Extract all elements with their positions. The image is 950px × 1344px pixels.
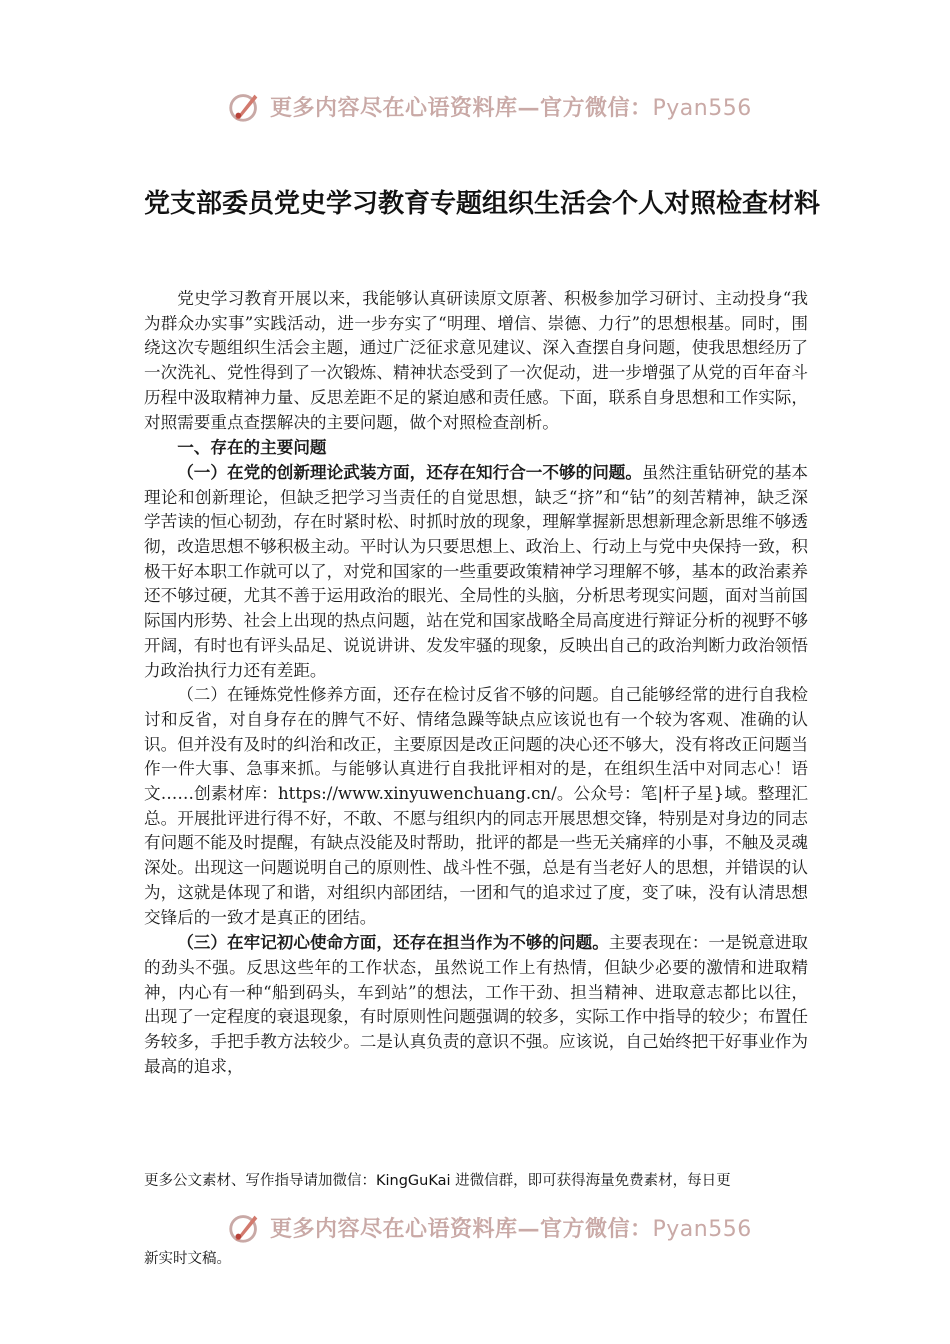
paragraph-1	[144, 460, 808, 683]
quill-logo-icon	[226, 87, 264, 125]
footer-note-continued: 新实时文稿。	[144, 1251, 231, 1267]
paragraph-3	[144, 930, 808, 1079]
quill-logo-icon	[226, 1208, 264, 1246]
document-body	[144, 287, 808, 1080]
banner-top	[226, 84, 752, 128]
section-heading: 一、存在的主要问题	[177, 437, 327, 458]
banner-bottom	[226, 1205, 752, 1249]
paragraph-2: （二）在锤炼党性修养方面，还存在检讨反省不够的问题。自己能够经常的进行自我检讨和反省，对自身存在的脾气不好、情绪急躁等缺点应该说也有一个较为客观、准确的认识。但并没有及时的纠治和改正，主要原因是改正问题的决心还不够大，没有将改正问题当作一件大事、急事来抓。与能够认真进行自我批评相对的是，在组织生活中对同志心！语文……创素材库：https://www.xinyuwenchuang.cn/。公众号：笔|杆子星}域。整理汇总。开展批评进行得不好，不敢、不愿与组织内的同志开展思想交锋，特别是对身边的同志有问题不能及时提醒，有缺点没能及时帮助，批评的都是一些无关痛痒的小事，不触及灵魂深处。出现这一问题说明自己的原则性、战斗性不强，总是有当老好人的思想，并错误的认为，这就是体现了和谐，对组织内部团结，一团和气的追求过了度，变了味，没有认清思想交锋后的一致才是真正的团结。	[144, 685, 808, 927]
banner-text: 更多内容尽在心语资料库—官方微信：Pyan556	[270, 1215, 752, 1242]
page-title: 党支部委员党史学习教育专题组织生活会个人对照检查材料	[144, 189, 821, 219]
banner-text: 更多内容尽在心语资料库—官方微信：Pyan556	[270, 94, 752, 121]
paragraph-3-heading: （三）在牢记初心使命方面，还存在担当作为不够的问题。	[177, 932, 609, 953]
paragraph-3-text: 主要表现在：一是锐意进取的劲头不强。反思这些年的工作状态，虽然说工作上有热情，但缺少必要的激情和进取精神，内心有一种“船到码头，车到站”的想法，工作干劲、担当精神、进取意志都比以往，出现了一定程度的衰退现象，有时原则性问题强调的较多，实际工作中指导的较少；布置任务较多，手把手教方法较少。二是认真负责的意识不强。应该说，自己始终把干好事业作为最高的追求，	[144, 933, 809, 1076]
paragraph-1-text: 虽然注重钻研党的基本理论和创新理论，但缺乏把学习当责任的自觉思想，缺乏“挤”和“钻”的刻苦精神，缺乏深学苦读的恒心韧劲，存在时紧时松、时抓时放的现象，理解掌握新思想新理念新思维不够透彻，改造思想不够积极主动。平时认为只要思想上、政治上、行动上与党中央保持一致，积极干好本职工作就可以了，对党和国家的一些重要政策精神学习理解不够，基本的政治素养还不够过硬，尤其不善于运用政治的眼光、全局性的头脑，分析思考现实问题，面对当前国际国内形势、社会上出现的热点问题，站在党和国家战略全局高度进行辩证分析的视野不够开阔，有时也有评头品足、说说讲讲、发发牢骚的现象，反映出自己的政治判断力政治领悟力政治执行力还有差距。	[144, 462, 808, 680]
paragraph-1-heading: （一）在党的创新理论武装方面，还存在知行合一不够的问题。	[177, 461, 642, 482]
intro-paragraph: 党史学习教育开展以来，我能够认真研读原文原著、积极参加学习研讨、主动投身“我为群众办实事”实践活动，进一步夯实了“明理、增信、崇德、力行”的思想根基。同时，围绕这次专题组织生活会主题，通过广泛征求意见建议、深入查摆自身问题，使我思想经历了一次洗礼、党性得到了一次锻炼、精神状态受到了一次促动，进一步增强了从党的百年奋斗历程中汲取精神力量、反思差距不足的紧迫感和责任感。下面，联系自身思想和工作实际，对照需要重点查摆解决的主要问题，做个对照检查剖析。	[144, 289, 808, 432]
footer-note: 更多公文素材、写作指导请加微信：KingGuKai 进微信群，即可获得海量免费素材，每日更	[144, 1173, 731, 1189]
